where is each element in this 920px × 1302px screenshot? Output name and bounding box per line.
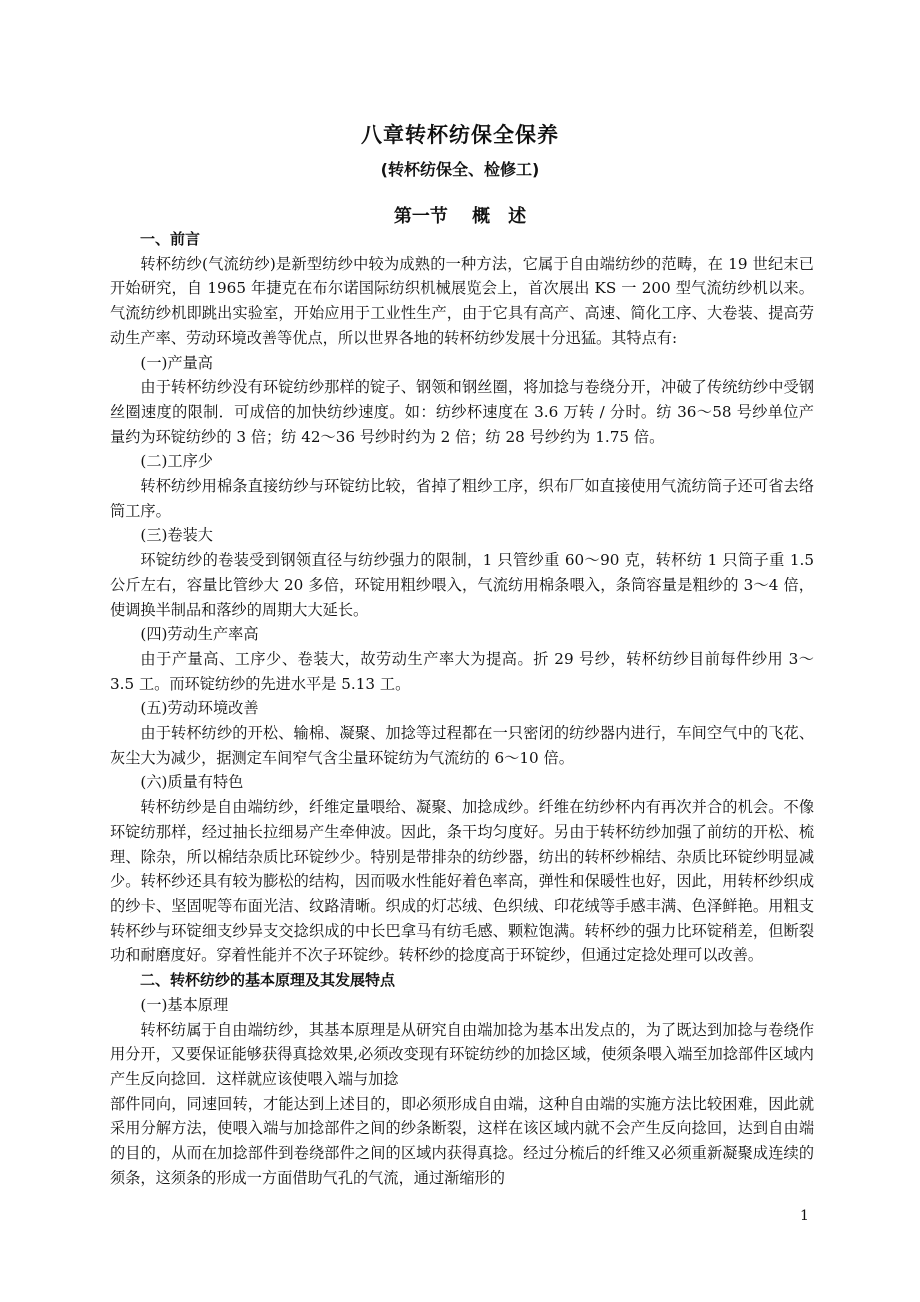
principle-heading: (一)基本原理 bbox=[140, 995, 229, 1014]
feature-paragraph: 转杯纺纱是自由端纺纱，纤维定量喂给、凝聚、加捻成纱。纤维在纺纱杯内有再次并合的机会。不像环锭纺那样，经过抽长拉细易产生牵伸波。因此，条干均匀度好。另由于转杯纺纱加强了前纺的开松、梳理、除杂，所以棉结杂质比环锭纱少。特别是带排杂的纺纱器，纺出的转杯纱棉结、杂质比环锭纱明显减少。转杯纱还具有较为膨松的结构，因而吸水性能好着色率高，弹性和保暖性也好，因此，用转杯纱织成的纱卡、坚固呢等布面光洁、纹路清晰。织成的灯芯绒、色织绒、印花绒等手感丰满、色泽鲜艳。用粗支转杯纱与环锭细支纱异支交捻织成的中长巴拿马有纺毛感、颗粒饱满。转杯纱的强力比环锭稍差，但断裂功和耐磨度好。穿着性能并不次子环锭纱。转杯纱的捻度高于环锭纱，但通过定捻处理可以改善。 bbox=[110, 798, 814, 965]
feature-paragraph: 由于转杯纺纱的开松、输棉、凝聚、加捻等过程都在一只密闭的纺纱器内进行，车间空气中的飞花、灰尘大为减少，据测定车间窄气含尘量环锭纺为气流纺的 6～10 倍。 bbox=[110, 724, 814, 767]
feature-paragraph: 由于转杯纺纱没有环锭纺纱那样的锭子、钢领和钢丝圈，将加捻与卷绕分开，冲破了传统纺纱中受钢丝圈速度的限制．可成倍的加快纺纱速度。如：纺纱杯速度在 3.6 万转 / 分时。纺 36～58 号纱单位产量约为环锭纺纱的 3 倍；纺 42～36 号纱时约为 2 倍；纺 28 号纱约为 1.75 倍。 bbox=[110, 378, 814, 446]
page-number: 1 bbox=[800, 1208, 809, 1224]
principle-paragraph-2: 部件同向，同速回转，才能达到上述目的，即必须形成自由端，这种自由端的实施方法比较困难，因此就采用分解方法，使喂入端与加捻部件之间的纱条断裂，这样在该区域内就不会产生反向捻回，达到自由端的目的，从而在加捻部件到卷绕部件之间的区域内获得真捻。经过分梳后的纤维又必须重新凝聚成连续的须条，这须条的形成一方面借助气孔的气流，通过渐缩形的 bbox=[110, 1094, 814, 1187]
document-body bbox=[110, 227, 814, 1190]
feature-heading: (三)卷装大 bbox=[140, 526, 213, 545]
feature-heading: (五)劳动环境改善 bbox=[140, 699, 259, 718]
heading-principles: 二、转杯纺纱的基本原理及其发展特点 bbox=[140, 971, 396, 990]
feature-heading: (四)劳动生产率高 bbox=[140, 625, 259, 644]
feature-heading: (一)产量高 bbox=[140, 353, 213, 372]
feature-paragraph: 由于产量高、工序少、卷装大，故劳动生产率大为提高。折 29 号纱，转杯纺纱目前每件纱用 3～3.5 工。而环锭纺纱的先进水平是 5.13 工。 bbox=[110, 649, 814, 693]
chapter-title: 八章转杯纺保全保养 bbox=[361, 123, 559, 147]
chapter-subtitle: (转杯纺保全、检修工) bbox=[380, 160, 540, 179]
feature-paragraph: 环锭纺纱的卷装受到钢领直径与纺纱强力的限制，1 只管纱重 60～90 克，转杯纺 1 只筒子重 1.5 公斤左右，容量比管纱大 20 多倍，环锭用粗纱喂入，气流纺用棉条喂入，条筒容量是粗纱的 3～4 倍，使调换半制品和落纱的周期大大延长。 bbox=[110, 551, 814, 619]
section-title: 第一节 概 述 bbox=[393, 206, 527, 227]
principle-paragraph-1: 转杯纺属于自由端纺纱，其基本原理是从研究自由端加捻为基本出发点的，为了既达到加捻与卷绕作用分开，又要保证能够获得真捻效果,必须改变现有环锭纺纱的加捻区域，使须条喂入端至加捻部件区域内产生反向捻回．这样就应该使喂入端与加捻 bbox=[110, 1020, 814, 1088]
feature-heading: (二)工序少 bbox=[140, 452, 213, 471]
feature-paragraph: 转杯纺纱用棉条直接纺纱与环锭纺比较，省掉了粗纱工序，织布厂如直接使用气流纺筒子还可省去络筒工序。 bbox=[110, 477, 814, 520]
feature-heading: (六)质量有特色 bbox=[140, 773, 244, 792]
heading-preface: 一、前言 bbox=[140, 230, 201, 248]
paragraph-intro: 转杯纺纱(气流纺纱)是新型纺纱中较为成熟的一种方法，它属于自由端纺纱的范畴，在 19 世纪末已开始研究，自 1965 年捷克在布尔诺国际纺织机械展览会上，首次展出 KS 一 200 型气流纺纱机以来。气流纺纱机即跳出实验室，开始应用于工业性生产，由于它具有高产、高速、简化工序、大卷装、提高劳动生产率、劳动环境改善等优点，所以世界各地的转杯纺纱发展十分迅猛。其特点有: bbox=[110, 254, 814, 347]
